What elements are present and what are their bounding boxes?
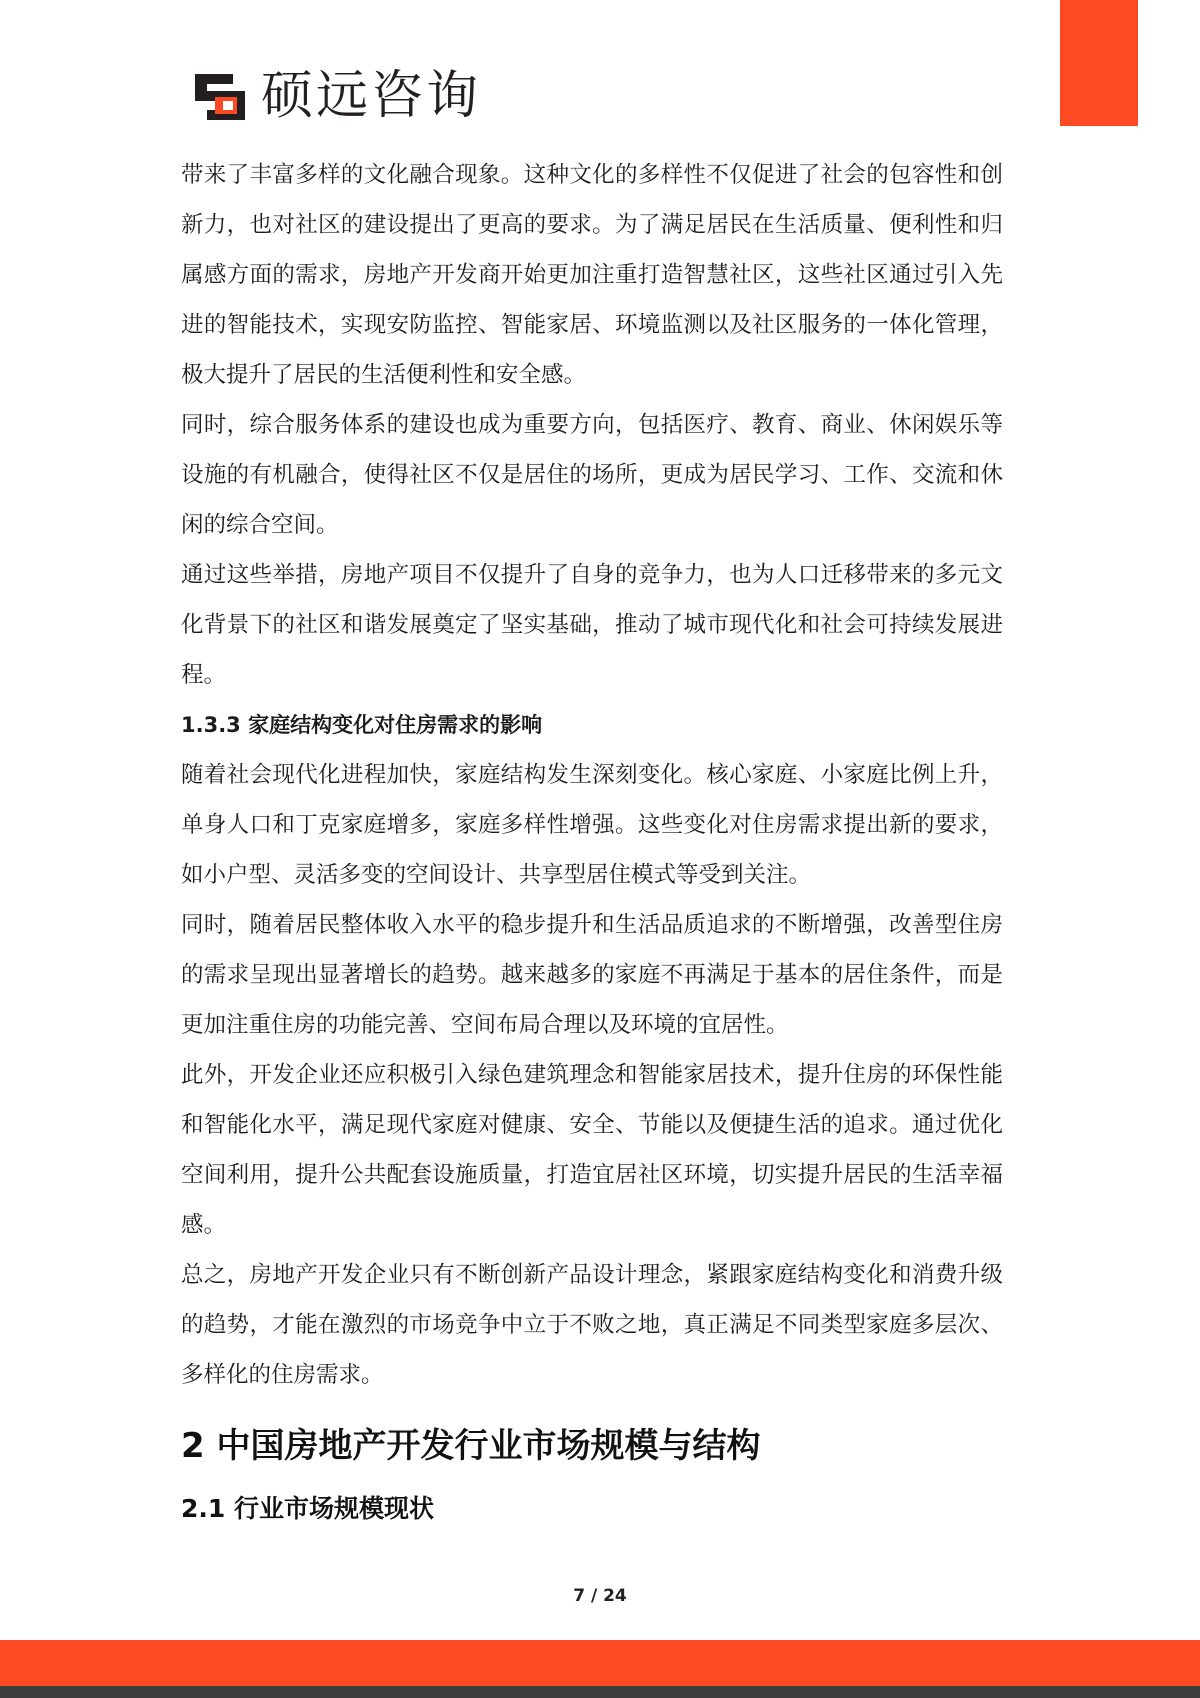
paragraph: 随着社会现代化进程加快，家庭结构发生深刻变化。核心家庭、小家庭比例上升，单身人口和丁克家庭增多，家庭多样性增强。这些变化对住房需求提出新的要求，如小户型、灵活多变的空间设计、共享型居住模式等受到关注。 — [181, 762, 1003, 888]
company-logo — [193, 66, 481, 126]
page-content — [181, 150, 1003, 1534]
paragraph: 通过这些举措，房地产项目不仅提升了自身的竞争力，也为人口迁移带来的多元文化背景下的社区和谐发展奠定了坚实基础，推动了城市现代化和社会可持续发展进程。 — [181, 562, 1003, 688]
corner-accent-tab — [1060, 0, 1138, 126]
paragraph: 此外，开发企业还应积极引入绿色建筑理念和智能家居技术，提升住房的环保性能和智能化水平，满足现代家庭对健康、安全、节能以及便捷生活的追求。通过优化空间利用，提升公共配套设施质量，打造宜居社区环境，切实提升居民的生活幸福感。 — [181, 1062, 1003, 1238]
chapter-heading-2: 2 中国房地产开发行业市场规模与结构 — [181, 1426, 761, 1466]
paragraph: 同时，随着居民整体收入水平的稳步提升和生活品质追求的不断增强，改善型住房的需求呈现出显著增长的趋势。越来越多的家庭不再满足于基本的居住条件，而是更加注重住房的功能完善、空间布局合理以及环境的宜居性。 — [181, 912, 1003, 1038]
logo-text: 硕远咨询 — [261, 66, 482, 126]
section-heading-2-1: 2.1 行业市场规模现状 — [181, 1494, 434, 1523]
paragraph: 同时，综合服务体系的建设也成为重要方向，包括医疗、教育、商业、休闲娱乐等设施的有机融合，使得社区不仅是居住的场所，更成为居民学习、工作、交流和休闲的综合空间。 — [181, 412, 1003, 538]
paragraph: 总之，房地产开发企业只有不断创新产品设计理念，紧跟家庭结构变化和消费升级的趋势，才能在激烈的市场竞争中立于不败之地，真正满足不同类型家庭多层次、多样化的住房需求。 — [181, 1262, 1003, 1388]
s-logo-icon — [193, 70, 249, 122]
footer-accent-bar — [0, 1640, 1200, 1686]
section-heading-1-3-3: 1.3.3 家庭结构变化对住房需求的影响 — [181, 713, 543, 737]
page-number: 7 / 24 — [573, 1586, 627, 1606]
footer-dark-strip — [0, 1686, 1200, 1698]
paragraph: 带来了丰富多样的文化融合现象。这种文化的多样性不仅促进了社会的包容性和创新力，也对社区的建设提出了更高的要求。为了满足居民在生活质量、便利性和归属感方面的需求，房地产开发商开始更加注重打造智慧社区，这些社区通过引入先进的智能技术，实现安防监控、智能家居、环境监测以及社区服务的一体化管理，极大提升了居民的生活便利性和安全感。 — [181, 162, 1003, 388]
